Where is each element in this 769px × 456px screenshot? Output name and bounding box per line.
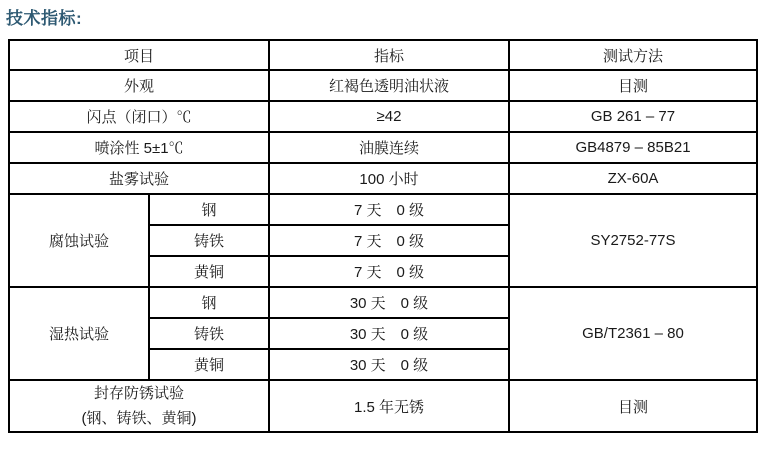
cell-group-corrosion: 腐蚀试验 xyxy=(9,194,149,287)
cell-item-line2: (钢、铸铁、黄铜) xyxy=(81,410,197,427)
header-cell-spec: 指标 xyxy=(269,40,509,70)
cell-method: GB4879 – 85B21 xyxy=(509,132,757,163)
cell-spec: 红褐色透明油状液 xyxy=(269,70,509,101)
cell-spec: 油膜连续 xyxy=(269,132,509,163)
cell-spec: 7 天 0 级 xyxy=(269,225,509,256)
cell-spec: 30 天 0 级 xyxy=(269,318,509,349)
cell-spec: 30 天 0 级 xyxy=(269,287,509,318)
table-row-sprayability xyxy=(9,132,757,163)
cell-spec: 7 天 0 级 xyxy=(269,256,509,287)
cell-material: 铸铁 xyxy=(149,318,269,349)
cell-material: 钢 xyxy=(149,194,269,225)
cell-spec: ≥42 xyxy=(269,101,509,132)
cell-spec: 1.5 年无锈 xyxy=(269,380,509,432)
cell-spec: 7 天 0 级 xyxy=(269,194,509,225)
cell-item: 外观 xyxy=(9,70,269,101)
table-row-corrosion-steel xyxy=(9,194,757,225)
page-title: 技术指标: xyxy=(6,9,83,28)
table-row-salt-spray xyxy=(9,163,757,194)
cell-item: 盐雾试验 xyxy=(9,163,269,194)
cell-method: 目测 xyxy=(509,380,757,432)
cell-item-line1: 封存防锈试验 xyxy=(93,385,184,402)
header-cell-item: 项目 xyxy=(9,40,269,70)
cell-material: 黄铜 xyxy=(149,256,269,287)
cell-method-corrosion: SY2752-77S xyxy=(509,194,757,287)
cell-item: 闪点（闭口）℃ xyxy=(9,101,269,132)
spec-table xyxy=(8,39,758,433)
cell-material: 黄铜 xyxy=(149,349,269,380)
table-row-flash-point xyxy=(9,101,757,132)
cell-method-dampheat: GB/T2361 – 80 xyxy=(509,287,757,380)
table-row-appearance xyxy=(9,70,757,101)
cell-method: ZX-60A xyxy=(509,163,757,194)
cell-material: 铸铁 xyxy=(149,225,269,256)
cell-material: 钢 xyxy=(149,287,269,318)
cell-method: 目测 xyxy=(509,70,757,101)
cell-group-dampheat: 湿热试验 xyxy=(9,287,149,380)
header-cell-method: 测试方法 xyxy=(509,40,757,70)
cell-item-sealed-rust xyxy=(9,380,269,432)
table-header-row xyxy=(9,40,757,70)
cell-item: 喷涂性 5±1℃ xyxy=(9,132,269,163)
table-row-sealed-rust xyxy=(9,380,757,432)
table-row-dampheat-steel xyxy=(9,287,757,318)
cell-method: GB 261 – 77 xyxy=(509,101,757,132)
cell-spec: 100 小时 xyxy=(269,163,509,194)
cell-spec: 30 天 0 级 xyxy=(269,349,509,380)
